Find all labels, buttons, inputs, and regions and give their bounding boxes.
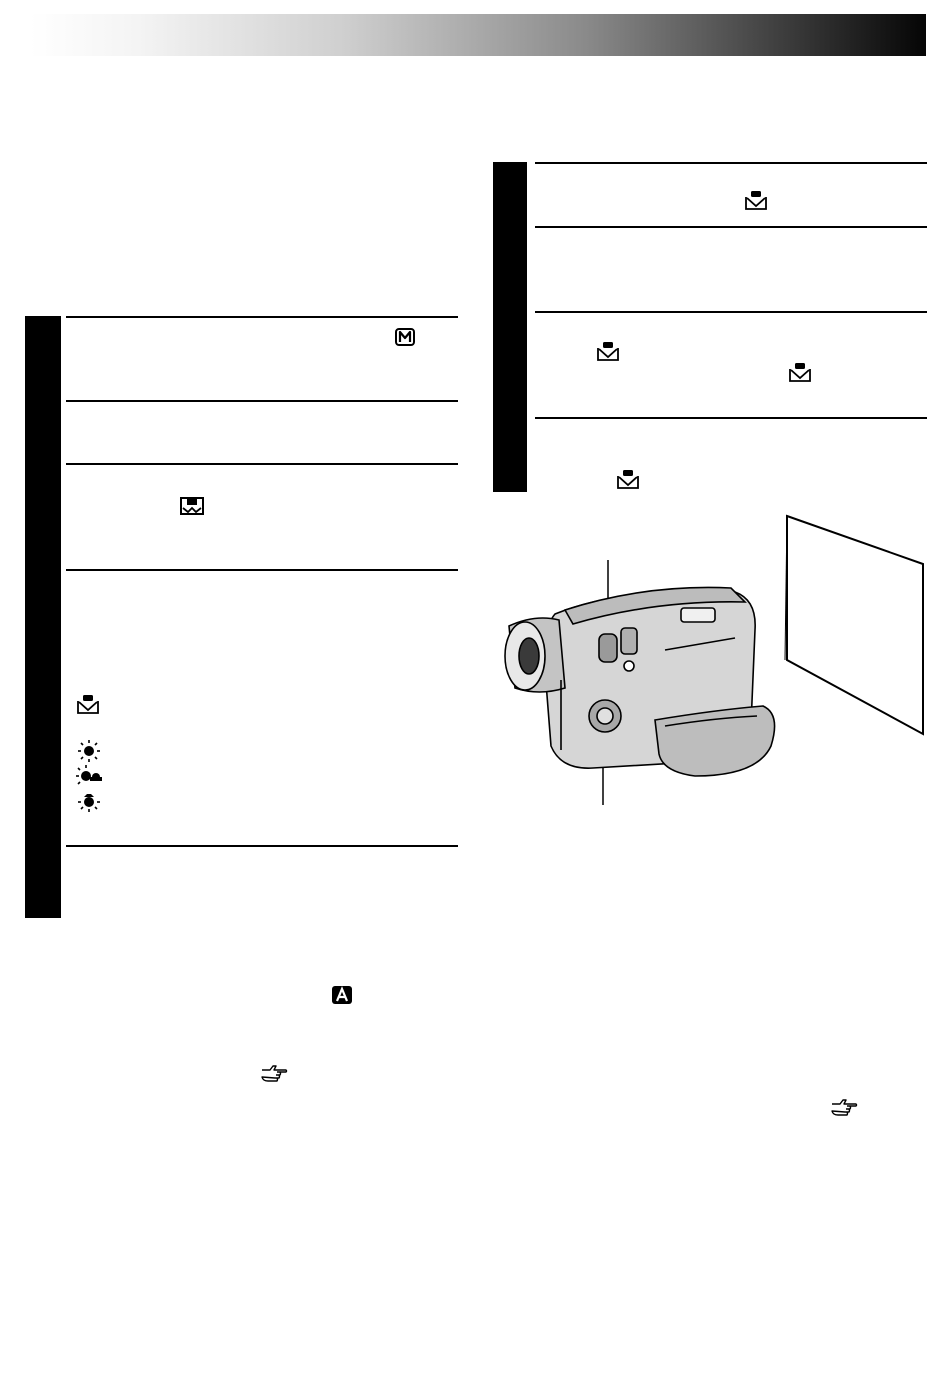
camcorder-illustration: [495, 510, 925, 810]
sunlight-icon: [78, 740, 100, 762]
halogen-icon: [78, 790, 100, 812]
white-balance-manual-icon: [76, 695, 100, 715]
white-sheet: [787, 516, 923, 734]
left-step-bar: [25, 316, 61, 918]
manual-mode-icon: [395, 328, 415, 346]
left-rule-5: [66, 845, 458, 847]
white-balance-manual-icon: [788, 363, 812, 383]
white-balance-manual-icon: [596, 342, 620, 362]
right-rule-1: [535, 162, 927, 164]
white-balance-menu-icon: [180, 497, 204, 515]
left-rule-1: [66, 316, 458, 318]
header-bar: [30, 14, 926, 56]
right-rule-3: [535, 311, 927, 313]
right-rule-4: [535, 417, 927, 419]
pointing-hand-icon: [830, 1098, 858, 1116]
right-rule-2: [535, 226, 927, 228]
white-balance-manual-icon: [744, 191, 768, 211]
left-rule-2: [66, 400, 458, 402]
pointing-hand-icon: [260, 1064, 288, 1082]
left-rule-4: [66, 569, 458, 571]
camcorder: [505, 587, 775, 776]
cloudy-icon: [76, 765, 104, 787]
left-rule-3: [66, 463, 458, 465]
white-balance-manual-icon: [616, 470, 640, 490]
right-step-bar: [493, 162, 527, 492]
auto-mode-icon: [332, 986, 352, 1004]
